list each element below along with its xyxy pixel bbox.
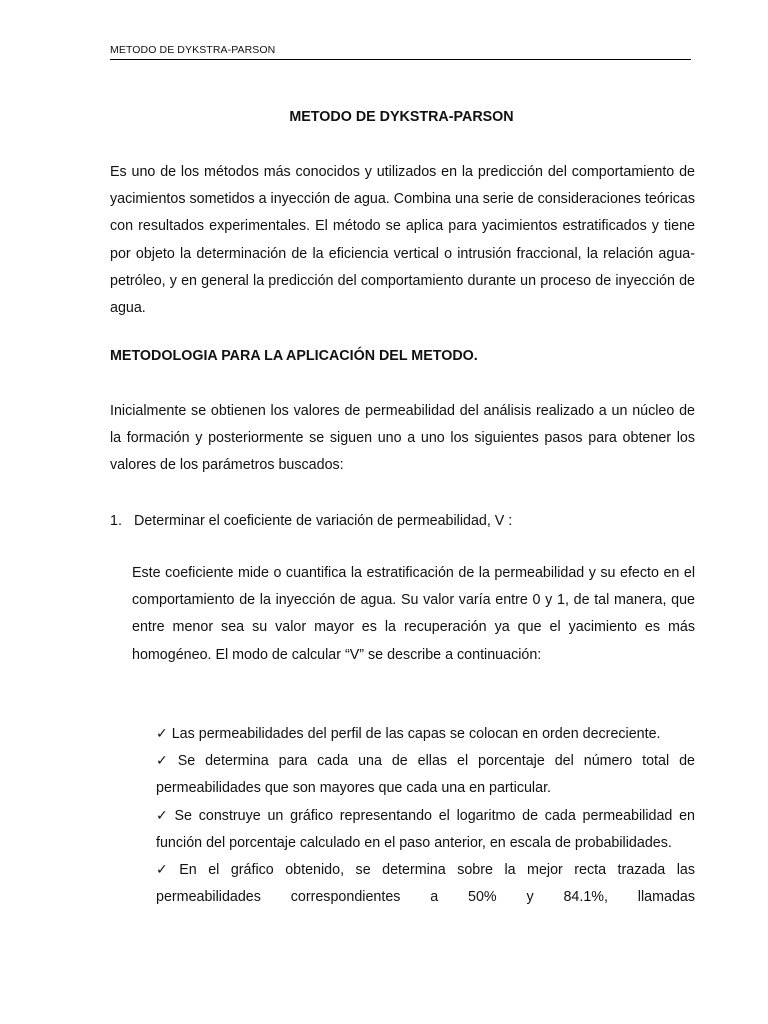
checklist-item xyxy=(156,748,695,802)
checkmark-icon: ✓ xyxy=(156,862,176,879)
section-paragraph: Inicialmente se obtienen los valores de permeabilidad del análisis realizado a un núcleo de la formación y posteriormente se siguen uno a uno los siguientes pasos para obtener los valores de los parámetros buscados: xyxy=(110,403,695,474)
checklist-item xyxy=(156,857,695,911)
checkmark-icon: ✓ xyxy=(156,753,174,770)
step-1-paragraph: Este coeficiente mide o cuantifica la estratificación de la permeabilidad y su efecto en el comportamiento de la inyección de agua. Su valor varía entre 0 y 1, de tal manera, que entre menor sea su valor mayor es la recuperación ya que el yacimiento es más homogéneo. El modo de calcular “V” se describe a continuación: xyxy=(132,565,695,663)
checklist-item-text: Las permeabilidades del perfil de las capas se colocan en orden decreciente. xyxy=(171,726,661,742)
intro-paragraph: Es uno de los métodos más conocidos y utilizados en la predicción del comportamiento de yacimientos sometidos a inyección de agua. Combina una serie de consideraciones teóricas con resultados experimentales. El método se aplica para yacimientos estratificados y tiene por objeto la determinación de la eficiencia vertical o intrusión fraccional, la relación agua-petróleo, y en general la predicción del comportamiento durante un proceso de inyección de agua. xyxy=(110,164,695,317)
checklist xyxy=(156,721,695,911)
checkmark-icon: ✓ xyxy=(156,726,168,742)
checklist-item-text: Se determina para cada una de ellas el porcentaje del número total de permeabilidades que son mayores que cada una en particular. xyxy=(156,753,695,797)
checklist-item xyxy=(156,803,695,857)
document-title: METODO DE DYKSTRA-PARSON xyxy=(289,109,514,125)
checklist-item-text: En el gráfico obtenido, se determina sobre la mejor recta trazada las permeabilidades correspondientes a 50% y 84.1%, llamadas xyxy=(156,862,696,906)
step-1-heading xyxy=(110,513,512,529)
section-heading: METODOLOGIA PARA LA APLICACIÓN DEL METODO. xyxy=(110,348,478,364)
running-header: METODO DE DYKSTRA-PARSON xyxy=(110,44,691,60)
checklist-item xyxy=(156,721,695,748)
checklist-item-text: Se construye un gráfico representando el logaritmo de cada permeabilidad en función del porcentaje calculado en el paso anterior, en escala de probabilidades. xyxy=(156,807,695,851)
step-1-number: 1. xyxy=(110,513,122,529)
step-1-label: Determinar el coeficiente de variación de permeabilidad, V : xyxy=(134,513,513,529)
checkmark-icon: ✓ xyxy=(156,807,171,824)
